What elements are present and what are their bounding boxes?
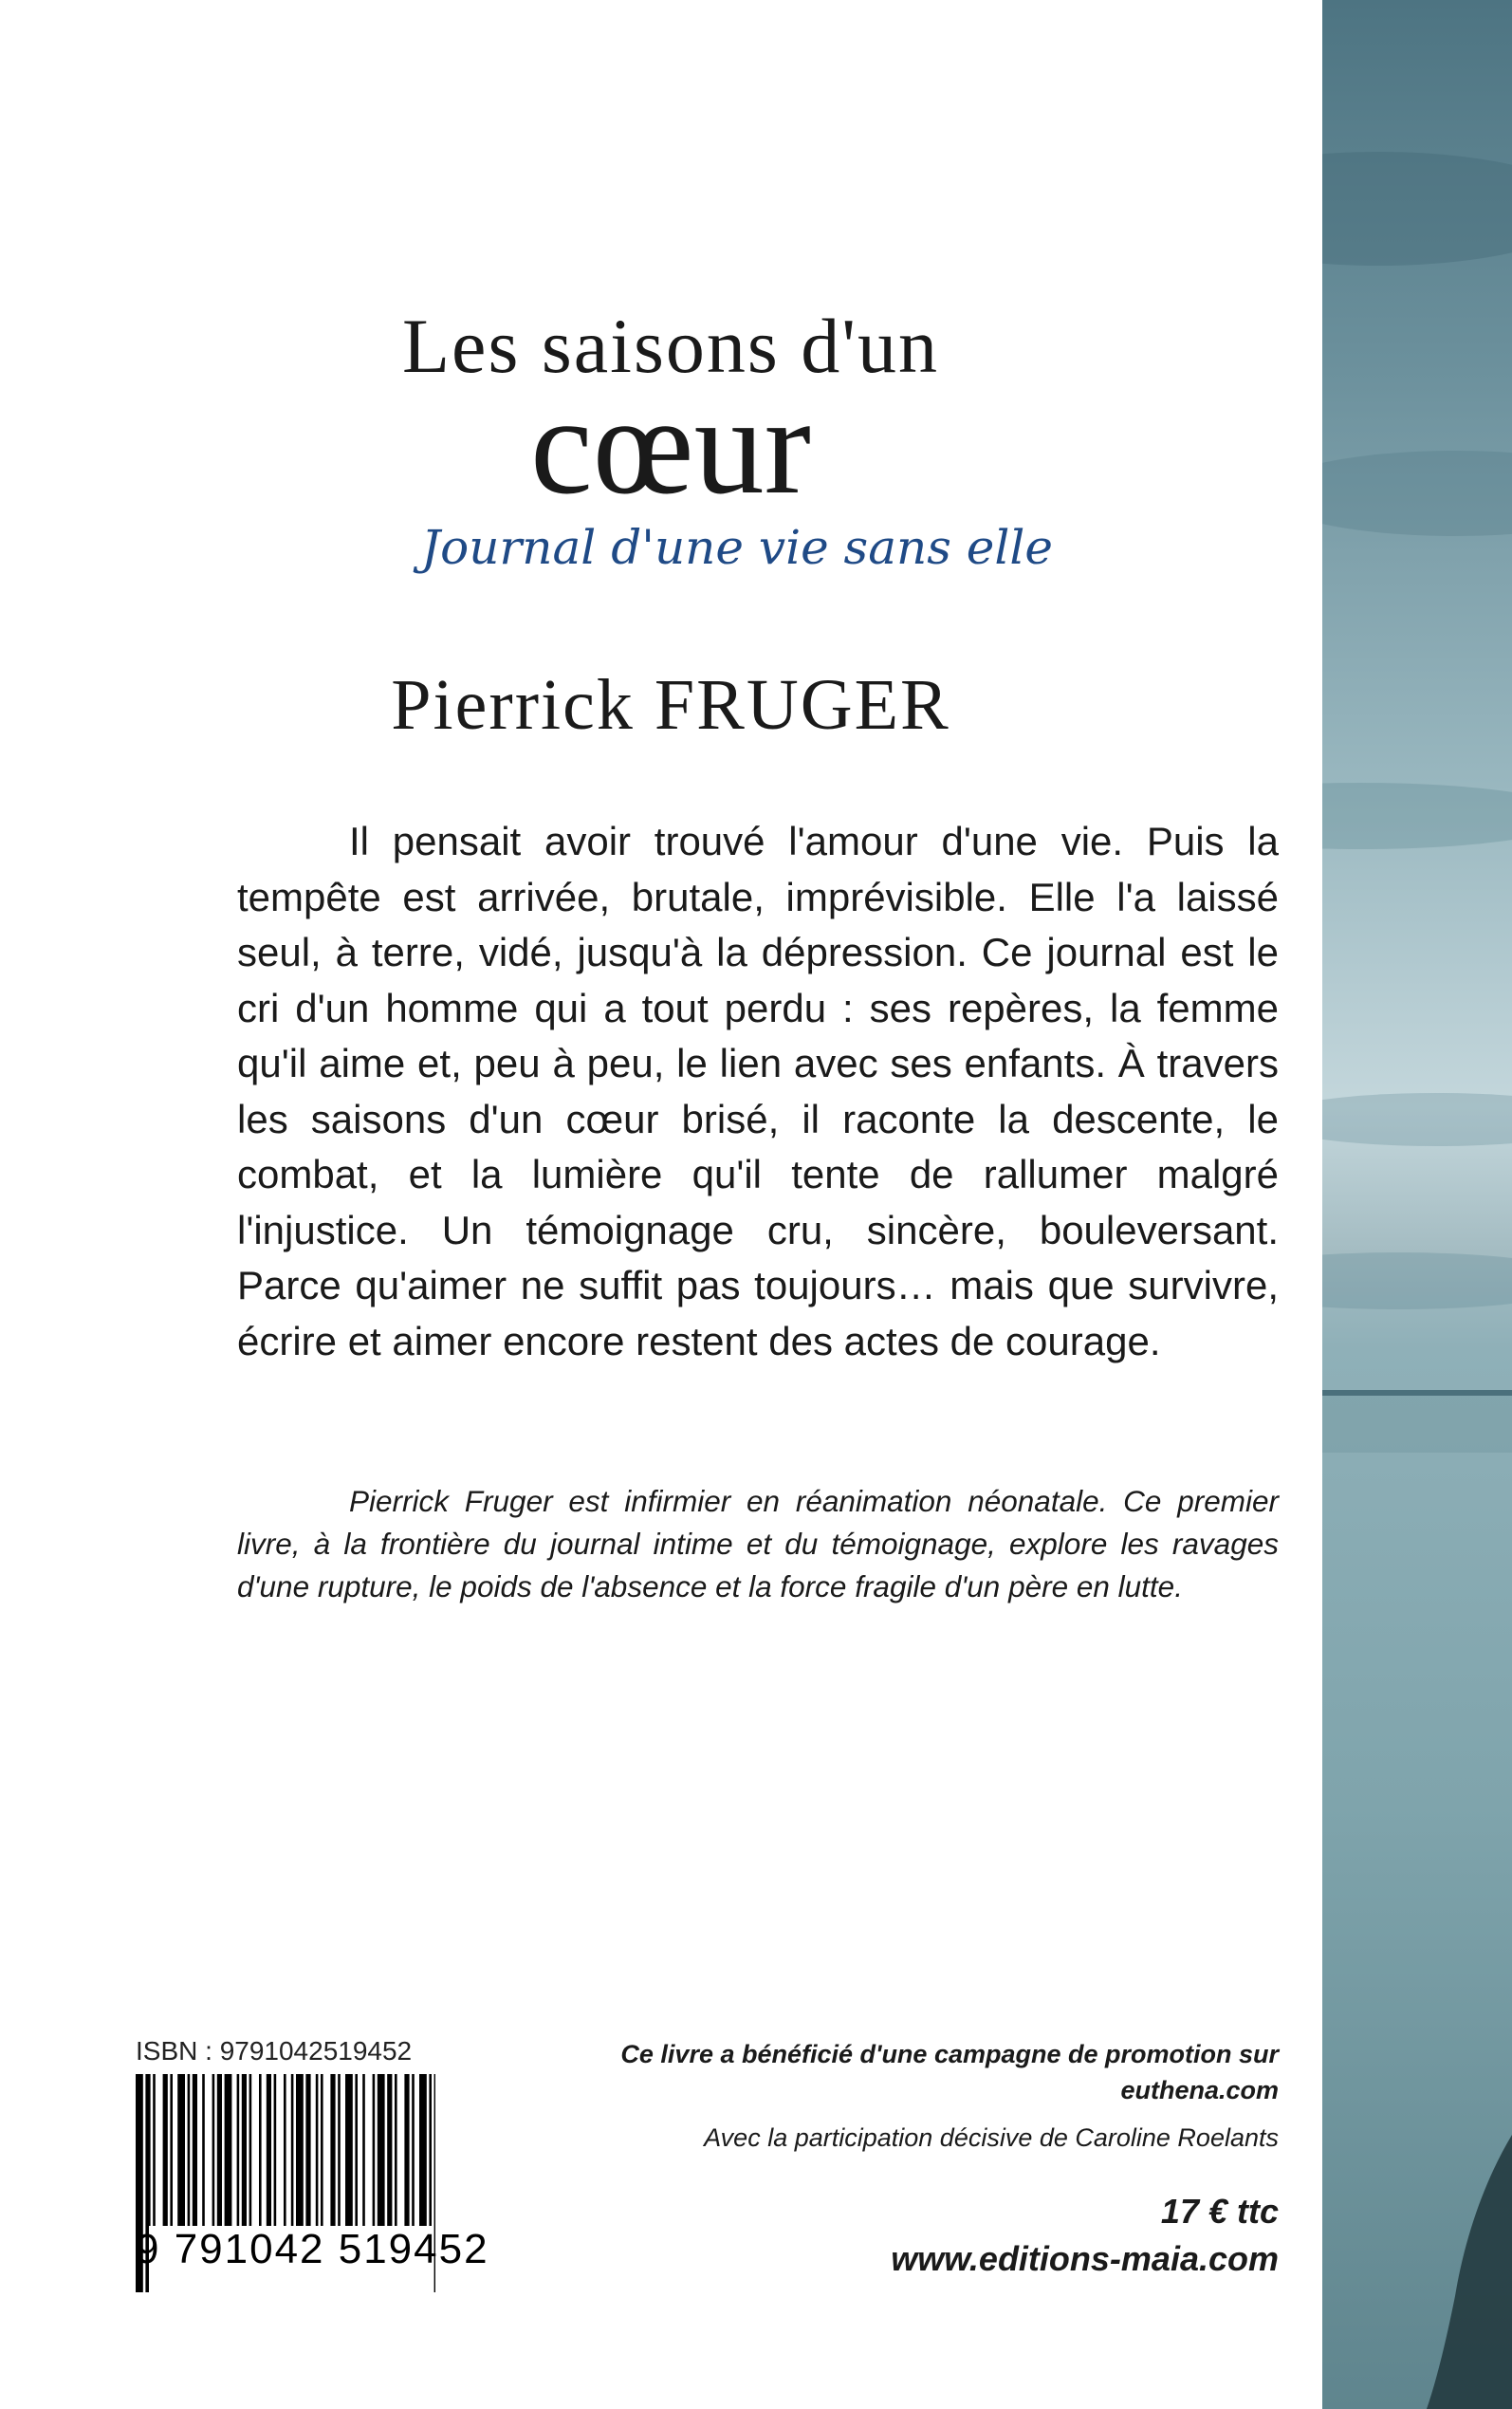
price: 17 € ttc — [1160, 2192, 1279, 2231]
sea-photo — [1322, 0, 1512, 2409]
book-title-line2: cœur — [530, 368, 811, 524]
author-name: Pierrick FRUGER — [391, 665, 950, 745]
author-bio: Pierrick Fruger est infirmier en réanimation néonatale. Ce premier livre, à la frontière du journal intime et du témoignage, explore les ravages d'une rupture, le poids de l'absence et la force fragile d'un père en lutte. — [237, 1484, 1279, 1603]
publisher-website[interactable]: www.editions-maia.com — [891, 2239, 1279, 2278]
participation-note: Avec la participation décisive de Caroline Roelants — [704, 2123, 1279, 2152]
barcode-digits: 9 791042 519452 — [136, 2226, 489, 2272]
isbn-label: ISBN : 9791042519452 — [136, 2036, 413, 2066]
promo-note: Ce livre a bénéficié d'une campagne de promotion sur euthena.com — [620, 2040, 1279, 2104]
back-cover-blurb: Il pensait avoir trouvé l'amour d'une vie. Puis la tempête est arrivée, brutale, imprévisible. Elle l'a laissé seul, à terre, vidé, jusqu'à la dépression. Ce journal est le cri d'un homme qui a tout perdu : ses repères, la femme qu'il aime et, peu à peu, le lien avec ses enfants. À travers les saisons d'un cœur brisé, il raconte la descente, le combat, et la lumière qu'il tente de rallumer malgré l'injustice. Un témoignage cru, sincère, bouleversant. Parce qu'aimer ne suffit pas toujours… mais que survivre, écrire et aimer encore restent des actes de courage. — [237, 819, 1279, 1363]
book-title-line1: Les saisons d'un — [401, 303, 940, 389]
book-subtitle: Journal d'une vie sans elle — [421, 520, 1053, 575]
